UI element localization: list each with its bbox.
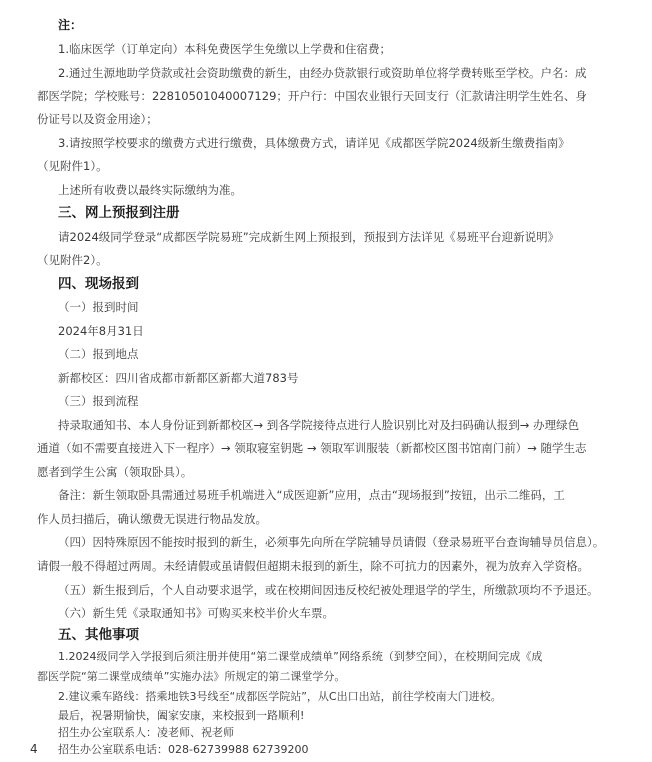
section-5-line-6: 招生办公室联系电话：028-62739988 62739200 [58,743,309,756]
section-3-line-1: 请2024级同学登录“成都医学院易班”完成新生网上预报到，预报到方法详见《易班平台迎新说明》 [58,230,560,244]
note-title: 注： [58,18,83,32]
section-4-line-3: （二）报到地点 [58,347,139,361]
note-line-4: 份证号以及资金用途）； [37,112,158,126]
section-4-line-11: （四）因特殊原因不能按时报到的新生，必须事先向所在学院辅导员请假（登录易班平台查询辅导员信息）。 [58,535,605,549]
section-5-line-2: 都医学院“第二课堂成绩单”实施办法》所规定的第二课堂学分。 [37,670,346,683]
section-5-line-1: 1.2024级同学入学报到后须注册并使用“第二课堂成绩单”网络系统（到梦空间），在校期间完成《成 [58,650,543,663]
note-line-7: 上述所有收费以最终实际缴纳为准。 [58,183,242,197]
section-4-line-9: 备注：新生领取卧具需通过易班手机端进入“成医迎新”应用，点击“现场报到”按钮，出示二维码，工 [58,488,565,502]
section-4-line-12: 请假一般不得超过两周。未经请假或虽请假但超期未报到的新生，除不可抗力的因素外，视为放弃入学资格。 [37,559,589,573]
note-line-1: 1.临床医学（订单定向）本科免费医学生免缴以上学费和住宿费； [58,42,391,56]
section-5-line-4: 最后，祝暑期愉快，阖家安康，来校报到一路顺利! [58,709,305,722]
section-4-line-13: （五）新生报到后，个人自动要求退学，或在校期间因违反校纪被处理退学的学生，所缴款项均不予退还。 [58,583,599,597]
section-4-line-2: 2024年8月31日 [58,324,144,338]
note-line-2: 2.通过生源地助学贷款或社会资助缴费的新生，由经办贷款银行或资助单位将学费转账至学校。户名：成 [58,66,587,80]
section-5-heading: 五、其他事项 [58,627,139,643]
note-line-3: 都医学院；学校账号：22810501040007129；开户行：中国农业银行天回支行（汇款请注明学生姓名、身 [37,89,587,103]
section-5-line-3: 2.建议乘车路线：搭乘地铁3号线至“成都医学院站”，从C出口出站，前往学校南大门进校。 [58,690,502,703]
section-4-line-5: （三）报到流程 [58,394,139,408]
page-number: 4 [30,742,38,756]
section-4-line-10: 作人员扫描后，确认缴费无误进行物品发放。 [37,512,267,526]
section-4-line-6: 持录取通知书、本人身份证到新都校区→ 到各学院接待点进行人脸识别比对及扫码确认报到→ 办理绿色 [58,418,580,432]
section-4-line-8: 愿者到学生公寓（领取卧具）。 [37,465,193,479]
section-3-line-2: （见附件2）。 [37,253,108,267]
section-4-line-1: （一）报到时间 [58,300,139,314]
section-4-line-7: 通道（如不需要直接进入下一程序）→ 领取寝室钥匙 → 领取军训服装（新都校区图书馆南门前）→ 随学生志 [37,441,587,455]
section-5-line-5: 招生办公室联系人：凌老师、祝老师 [58,726,234,739]
section-4-heading: 四、现场报到 [58,276,139,292]
section-3-heading: 三、网上预报到注册 [58,205,180,221]
section-4-line-4: 新都校区：四川省成都市新都区新都大道783号 [58,371,299,385]
note-line-6: （见附件1）。 [37,159,108,173]
section-4-line-14: （六）新生凭《录取通知书》可购买来校半价火车票。 [58,606,334,620]
note-line-5: 3.请按照学校要求的缴费方式进行缴费，具体缴费方式，请详见《成都医学院2024级新生缴费指南》 [58,136,570,150]
